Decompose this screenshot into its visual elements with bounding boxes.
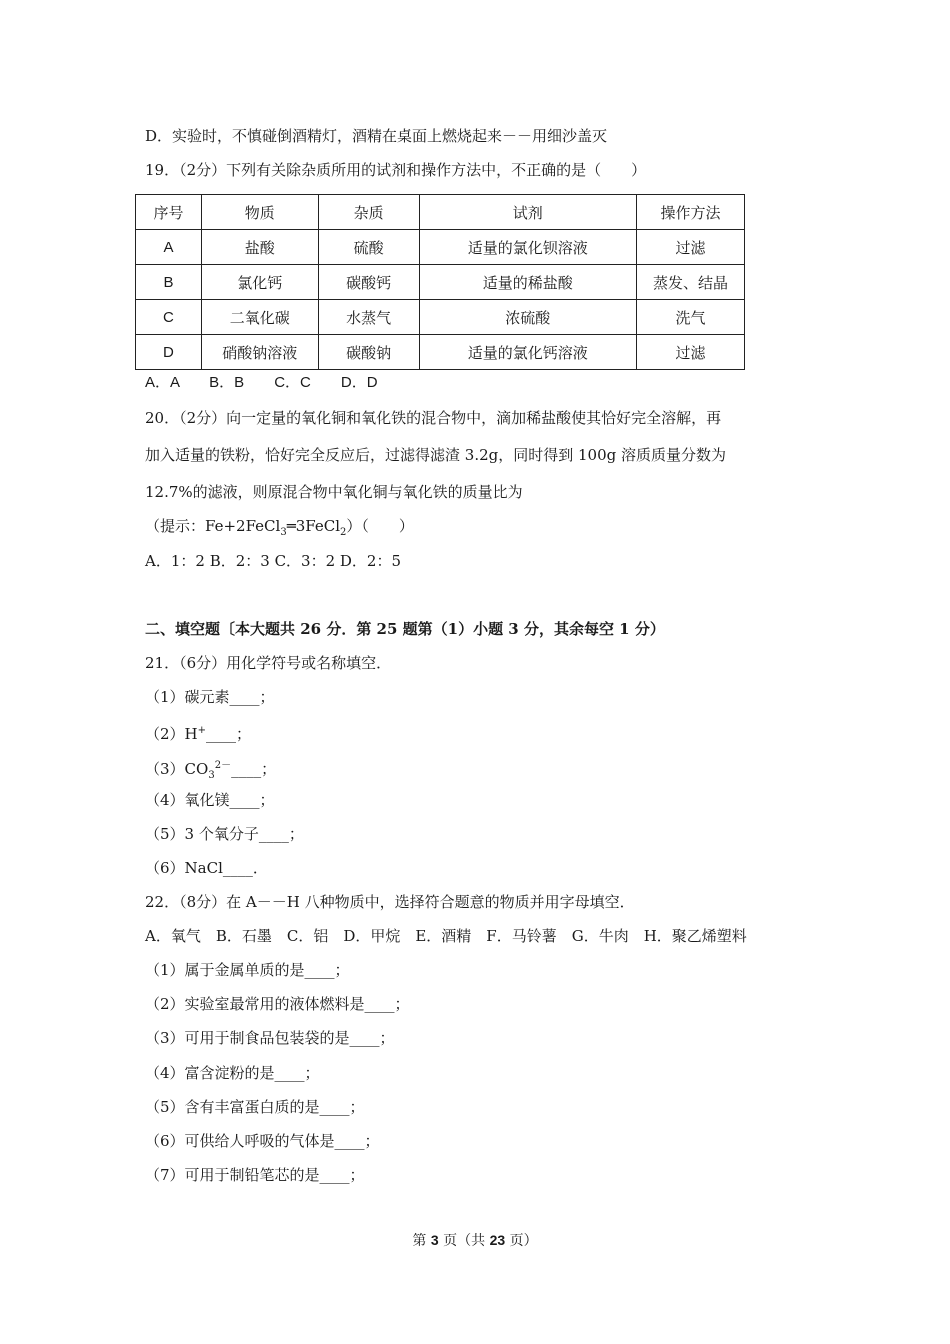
q22-item-5: （5）含有丰富蛋白质的是____； [145, 1098, 365, 1116]
table-cell: 过滤 [637, 335, 745, 370]
header-cell: 杂质 [318, 195, 419, 230]
footer-prefix: 第 [412, 1233, 431, 1249]
table-cell: 硝酸钠溶液 [201, 335, 318, 370]
q22-choices: A．氧气 B．石墨 C．铝 D．甲烷 E．酒精 F．马铃薯 G．牛肉 H．聚乙烯塑料 [145, 927, 747, 945]
item3-suffix: ____； [231, 760, 277, 778]
q22-item-7: （7）可用于制铅笔芯的是____； [145, 1166, 365, 1184]
q22-item-1: （1）属于金属单质的是____； [145, 961, 350, 979]
hint-sub1: 3 [280, 527, 287, 538]
header-cell: 物质 [201, 195, 318, 230]
table-cell: 蒸发、结晶 [637, 265, 745, 300]
q20-line2: 加入适量的铁粉，恰好完全反应后，过滤得滤渣 3.2g，同时得到 100g 溶质质量分数为 [145, 446, 726, 464]
q20-line3: 12.7%的滤液，则原混合物中氧化铜与氧化铁的质量比为 [145, 483, 523, 501]
q21-item-1: （1）碳元素____； [145, 688, 275, 706]
q21-item-5: （5）3 个氧分子____； [145, 825, 304, 843]
hint-suffix: ）（ ） [346, 517, 414, 535]
q21-stem: 21．（6分）用化学符号或名称填空． [145, 654, 392, 672]
table-cell: 碳酸钙 [318, 265, 419, 300]
q21-item-2 [145, 721, 251, 744]
item2-sup: + [197, 725, 207, 736]
header-cell: 试剂 [419, 195, 637, 230]
table-cell: 二氧化碳 [201, 300, 318, 335]
item2-prefix: （2）H [145, 725, 198, 743]
section2-title: 二、填空题〔本大题共 26 分．第 25 题第（1）小题 3 分，其余每空 1 分） [145, 620, 665, 638]
table-cell: D [136, 335, 202, 370]
q22-stem: 22．（8分）在 A－－H 八种物质中，选择符合题意的物质并用字母填空． [145, 893, 635, 911]
item3-sub: 3 [208, 770, 215, 781]
item2-suffix: ____； [206, 725, 252, 743]
table-cell: 适量的稀盐酸 [419, 265, 637, 300]
table-cell: 过滤 [637, 230, 745, 265]
table-cell: 盐酸 [201, 230, 318, 265]
q19-options: A．A B．B C．C D．D [145, 374, 378, 391]
table-row [136, 265, 745, 300]
q22-item-6: （6）可供给人呼吸的气体是____； [145, 1132, 380, 1150]
q22-item-4: （4）富含淀粉的是____； [145, 1064, 320, 1082]
q21-item-3 [145, 756, 276, 786]
table-header-row [136, 195, 745, 230]
q22-item-2: （2）实验室最常用的液体燃料是____； [145, 995, 410, 1013]
table-cell: 水蒸气 [318, 300, 419, 335]
footer-page-number: 3 [430, 1232, 439, 1248]
hint-mid: ═3FeCl [286, 517, 341, 535]
table-cell: B [136, 265, 202, 300]
table-cell: 浓硫酸 [419, 300, 637, 335]
footer-total-pages: 23 [489, 1232, 506, 1248]
table-row [136, 230, 745, 265]
table-cell: C [136, 300, 202, 335]
q18-option-d: D．实验时，不慎碰倒酒精灯，酒精在桌面上燃烧起来－－用细沙盖灭 [145, 127, 608, 145]
table-row [136, 335, 745, 370]
table-cell: 碳酸钠 [318, 335, 419, 370]
q19-stem: 19．（2分）下列有关除杂质所用的试剂和操作方法中，不正确的是（ ） [145, 161, 647, 179]
table-cell: A [136, 230, 202, 265]
q21-item-4: （4）氧化镁____； [145, 791, 275, 809]
item3-sup: 2－ [214, 760, 232, 771]
footer-suffix: 页） [505, 1233, 538, 1249]
footer-mid: 页（共 [438, 1233, 490, 1249]
q20-hint [145, 516, 414, 543]
table-cell: 氯化钙 [201, 265, 318, 300]
q20-options: A．1：2 B．2：3 C．3：2 D．2：5 [145, 552, 402, 570]
table-cell: 适量的氯化钙溶液 [419, 335, 637, 370]
q22-item-3: （3）可用于制食品包装袋的是____； [145, 1029, 395, 1047]
item3-prefix: （3）CO [145, 760, 209, 778]
table-row [136, 300, 745, 335]
table-cell: 洗气 [637, 300, 745, 335]
q19-table [135, 194, 745, 370]
hint-prefix: （提示：Fe+2FeCl [145, 517, 281, 535]
header-cell: 序号 [136, 195, 202, 230]
hint-sub2: 2 [340, 527, 347, 538]
table-cell: 硫酸 [318, 230, 419, 265]
q20-line1: 20．（2分）向一定量的氧化铜和氧化铁的混合物中，滴加稀盐酸使其恰好完全溶解，再 [145, 409, 722, 427]
q21-item-6: （6）NaCl____． [145, 859, 268, 877]
table-cell: 适量的氯化钡溶液 [419, 230, 637, 265]
header-cell: 操作方法 [637, 195, 745, 230]
page-footer [0, 1230, 950, 1250]
